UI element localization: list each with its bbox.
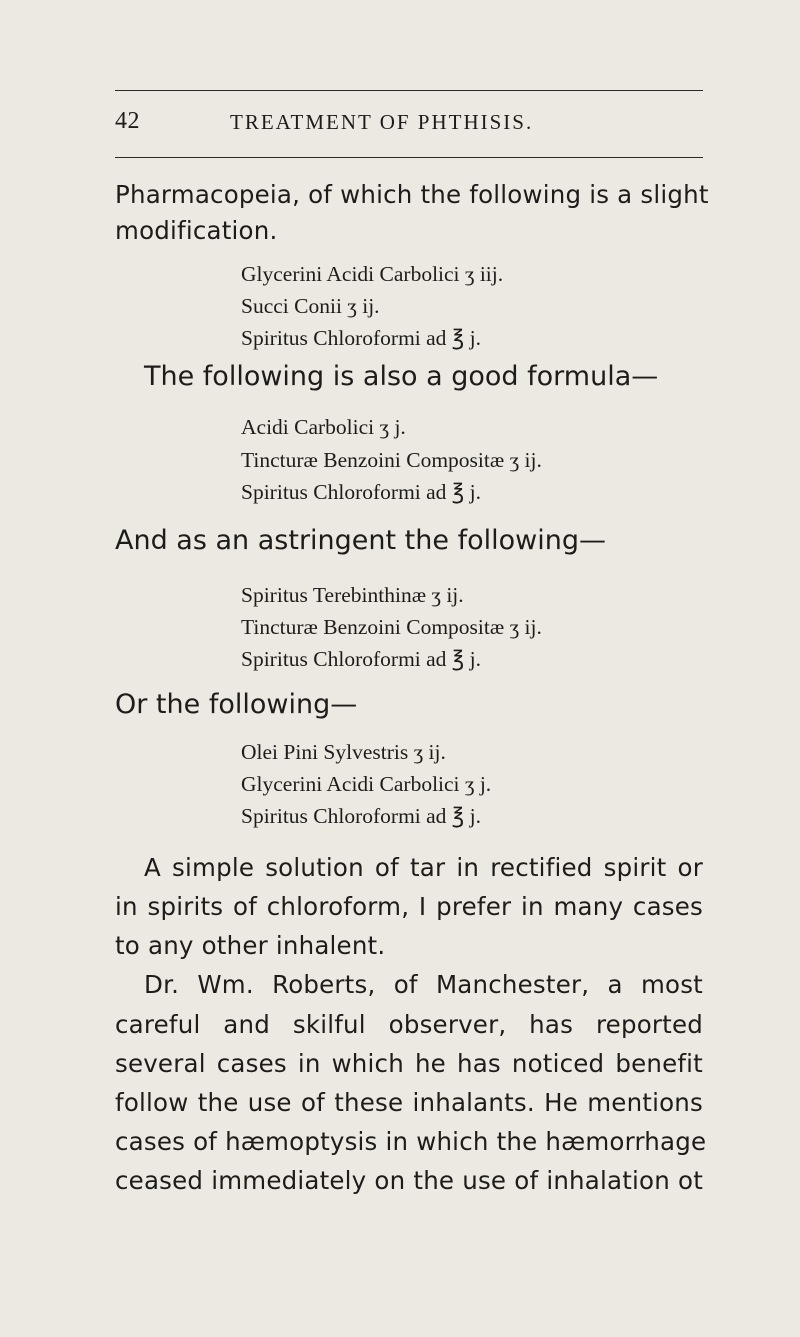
paragraph-line: A simple solution of tar in rectified spirit or — [144, 853, 703, 882]
formula-line: Olei Pini Sylvestris ʒ ij. — [241, 740, 446, 764]
header-rule-top — [115, 90, 703, 91]
paragraph-line: ceased immediately on the use of inhalation ot — [115, 1166, 703, 1195]
formula-line: Succi Conii ʒ ij. — [241, 294, 380, 318]
paragraph-line: cases of hæmoptysis in which the hæmorrhage — [115, 1127, 707, 1156]
formula-line: Acidi Carbolici ʒ j. — [241, 415, 406, 439]
formula-line: Spiritus Terebinthinæ ʒ ij. — [241, 583, 464, 607]
paragraph-line: Dr. Wm. Roberts, of Manchester, a most — [144, 970, 703, 999]
formula-line: Glycerini Acidi Carbolici ʒ j. — [241, 772, 492, 796]
formula-line: Spiritus Chloroformi ad ℥ j. — [241, 480, 481, 504]
formula-line: Spiritus Chloroformi ad ℥ j. — [241, 647, 481, 671]
running-head: TREATMENT OF PHTHISIS. — [230, 110, 534, 134]
paragraph-line: several cases in which he has noticed benefit — [115, 1049, 703, 1078]
formula-line: Tincturæ Benzoini Compositæ ʒ ij. — [241, 448, 542, 472]
paragraph-line: follow the use of these inhalants. He mentions — [115, 1088, 703, 1117]
intro-line: Pharmacopeia, of which the following is a slight — [115, 180, 709, 209]
formula-line: Tincturæ Benzoini Compositæ ʒ ij. — [241, 615, 542, 639]
intro-line: modification. — [115, 216, 278, 245]
formula-line: Spiritus Chloroformi ad ℥ j. — [241, 804, 481, 828]
page-number: 42 — [115, 108, 140, 134]
header-rule-bottom — [115, 157, 703, 158]
paragraph-line: careful and skilful observer, has reported — [115, 1010, 703, 1039]
paragraph-line: to any other inhalent. — [115, 931, 386, 960]
section-heading: Or the following— — [115, 689, 358, 720]
section-heading: And as an astringent the following— — [115, 525, 606, 556]
section-heading: The following is also a good formula— — [144, 361, 659, 392]
formula-line: Spiritus Chloroformi ad ℥ j. — [241, 326, 481, 350]
formula-line: Glycerini Acidi Carbolici ʒ iij. — [241, 262, 504, 286]
paragraph-line: in spirits of chloroform, I prefer in many cases — [115, 892, 703, 921]
